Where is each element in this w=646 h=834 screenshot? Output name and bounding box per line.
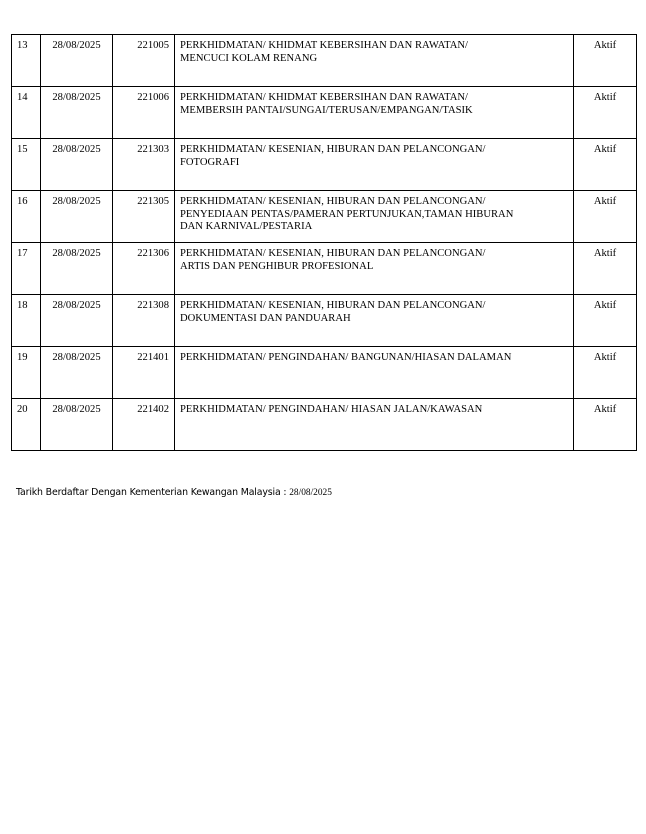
table-row: [12, 35, 637, 87]
registration-date-cell: 28/08/2025: [41, 243, 113, 295]
field-description-cell: [175, 87, 574, 139]
field-code-cell: 221401: [113, 347, 175, 399]
field-description-line: PERKHIDMATAN/ PENGINDAHAN/ BANGUNAN/HIASAN DALAMAN: [180, 352, 512, 363]
status-cell: Aktif: [574, 243, 637, 295]
row-number-cell: 16: [12, 191, 41, 243]
field-description-line: PERKHIDMATAN/ PENGINDAHAN/ HIASAN JALAN/KAWASAN: [180, 404, 483, 415]
field-description-line: PERKHIDMATAN/ KHIDMAT KEBERSIHAN DAN RAWATAN/: [180, 40, 468, 51]
field-code-cell: 221308: [113, 295, 175, 347]
field-code-cell: 221402: [113, 399, 175, 451]
field-description-line: MEMBERSIH PANTAI/SUNGAI/TERUSAN/EMPANGAN/TASIK: [180, 104, 473, 116]
field-code-cell: 221303: [113, 139, 175, 191]
table-row: [12, 243, 637, 295]
table-row: [12, 139, 637, 191]
status-cell: Aktif: [574, 139, 637, 191]
table-row: [12, 347, 637, 399]
registration-date-cell: 28/08/2025: [41, 35, 113, 87]
registration-date-cell: 28/08/2025: [41, 399, 113, 451]
field-description-cell: [175, 191, 574, 243]
registration-date-cell: 28/08/2025: [41, 191, 113, 243]
registration-date-cell: 28/08/2025: [41, 87, 113, 139]
registration-date-value: 28/08/2025: [289, 488, 332, 498]
field-description-line: PERKHIDMATAN/ KESENIAN, HIBURAN DAN PELANCONGAN/: [180, 300, 486, 311]
registration-date-cell: 28/08/2025: [41, 295, 113, 347]
table-row: [12, 399, 637, 451]
field-description-line: PERKHIDMATAN/ KESENIAN, HIBURAN DAN PELANCONGAN/: [180, 196, 486, 207]
status-cell: Aktif: [574, 295, 637, 347]
field-description-line: PERKHIDMATAN/ KESENIAN, HIBURAN DAN PELANCONGAN/: [180, 144, 486, 155]
row-number-cell: 14: [12, 87, 41, 139]
registration-date-label: Tarikh Berdaftar Dengan Kementerian Kewangan Malaysia :: [16, 487, 290, 498]
field-description-cell: [175, 139, 574, 191]
field-description-cell: [175, 295, 574, 347]
field-code-cell: 221005: [113, 35, 175, 87]
row-number-cell: 20: [12, 399, 41, 451]
status-cell: Aktif: [574, 191, 637, 243]
status-cell: Aktif: [574, 35, 637, 87]
row-number-cell: 19: [12, 347, 41, 399]
registration-date-cell: 28/08/2025: [41, 347, 113, 399]
status-cell: Aktif: [574, 87, 637, 139]
field-description-line: PENYEDIAAN PENTAS/PAMERAN PERTUNJUKAN,TAMAN HIBURAN: [180, 208, 514, 220]
status-cell: Aktif: [574, 347, 637, 399]
field-code-cell: 221006: [113, 87, 175, 139]
field-description-line: PERKHIDMATAN/ KESENIAN, HIBURAN DAN PELANCONGAN/: [180, 248, 486, 259]
table-body: [12, 35, 637, 451]
field-code-cell: 221305: [113, 191, 175, 243]
registration-date-cell: 28/08/2025: [41, 139, 113, 191]
row-number-cell: 15: [12, 139, 41, 191]
row-number-cell: 17: [12, 243, 41, 295]
status-cell: Aktif: [574, 399, 637, 451]
field-description-cell: [175, 35, 574, 87]
field-description-line: FOTOGRAFI: [180, 156, 240, 168]
field-description-cell: [175, 243, 574, 295]
field-description-line: ARTIS DAN PENGHIBUR PROFESIONAL: [180, 260, 374, 272]
field-description-line: DAN KARNIVAL/PESTARIA: [180, 221, 313, 232]
field-description-line: MENCUCI KOLAM RENANG: [180, 52, 318, 64]
table-row: [12, 191, 637, 243]
field-description-cell: [175, 347, 574, 399]
row-number-cell: 18: [12, 295, 41, 347]
table-row: [12, 295, 637, 347]
field-description-cell: [175, 399, 574, 451]
field-description-line: PERKHIDMATAN/ KHIDMAT KEBERSIHAN DAN RAWATAN/: [180, 92, 468, 103]
field-description-line: DOKUMENTASI DAN PANDUARAH: [180, 312, 351, 324]
field-code-cell: 221306: [113, 243, 175, 295]
row-number-cell: 13: [12, 35, 41, 87]
table-row: [12, 87, 637, 139]
registration-date-note: [16, 487, 332, 498]
registration-code-table: [11, 34, 637, 451]
